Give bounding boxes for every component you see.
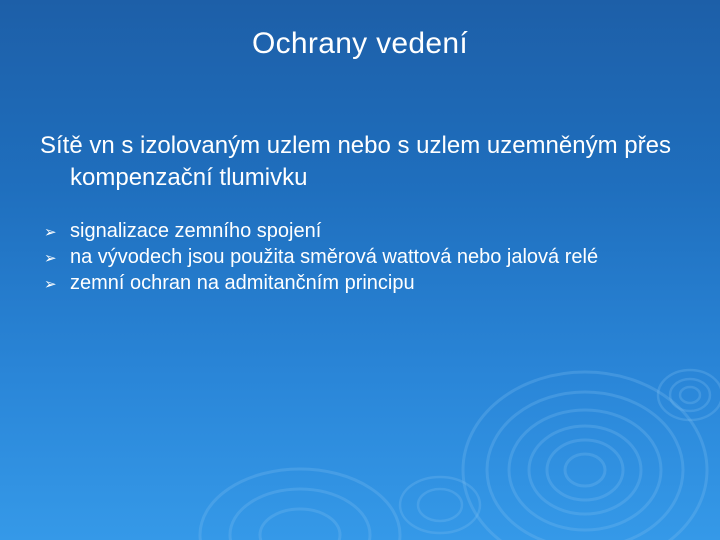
ripple-group-bottom-left (200, 469, 400, 540)
ripple-group-bottom-mid (400, 477, 480, 533)
bullet-item (44, 270, 684, 296)
arrow-bullet-icon: ➢ (44, 224, 57, 241)
ripple-group-top-right (658, 370, 720, 420)
intro-paragraph: Sítě vn s izolovaným uzlem nebo s uzlem uzemněným přes kompenzační tlumivku (40, 132, 671, 191)
arrow-bullet-icon: ➢ (44, 250, 57, 267)
arrow-bullet-icon: ➢ (44, 276, 57, 293)
bullet-text: na vývodech jsou použita směrová wattová nebo jalová relé (70, 246, 599, 268)
bullet-item (44, 244, 684, 270)
bullet-text: signalizace zemního spojení (70, 220, 322, 242)
slide-title: Ochrany vedení (252, 27, 468, 60)
bullet-list (44, 218, 684, 296)
bullet-text: zemní ochran na admitančním principu (70, 272, 415, 294)
bullet-item (44, 218, 684, 244)
